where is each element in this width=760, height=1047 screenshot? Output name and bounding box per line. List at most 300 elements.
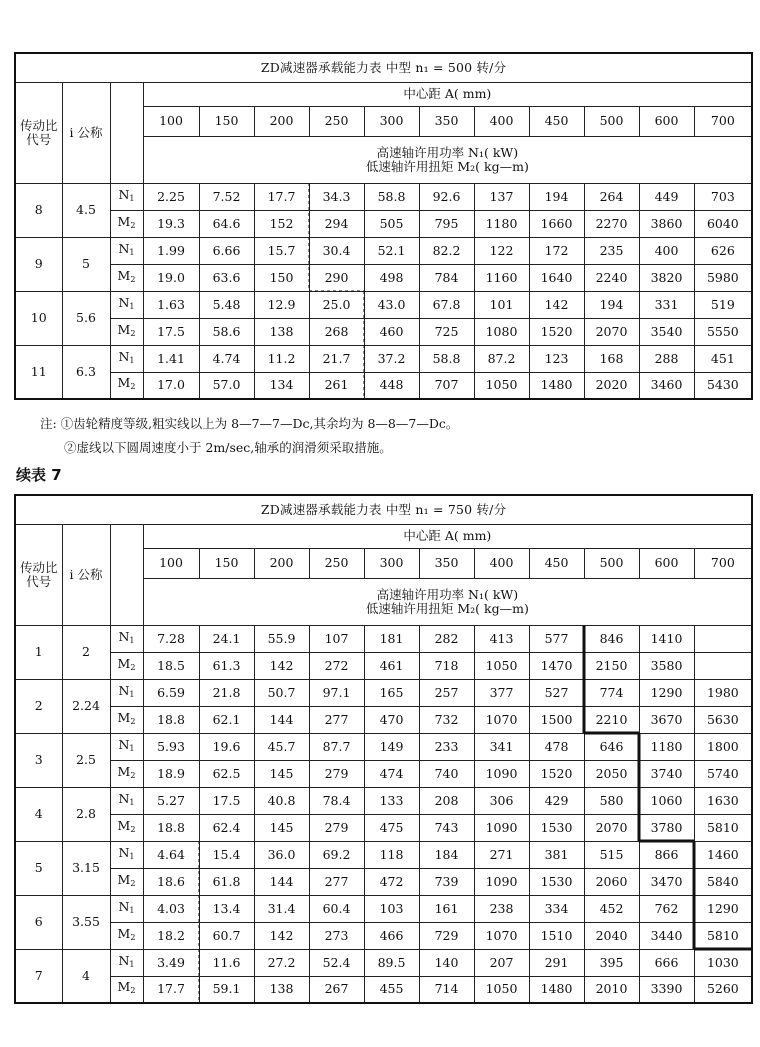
torque-value-cell: 725 xyxy=(419,318,474,345)
power-value-cell: 133 xyxy=(364,787,419,814)
distance-header-cell: 400 xyxy=(474,106,529,136)
torque-value-cell: 3440 xyxy=(639,922,694,949)
torque-value-cell: 1070 xyxy=(474,706,529,733)
torque-value-cell: 261 xyxy=(309,372,364,399)
power-value-cell: 1180 xyxy=(639,733,694,760)
power-value-cell: 142 xyxy=(529,291,584,318)
nominal-ratio-cell: 2.24 xyxy=(62,679,110,733)
power-value-cell: 306 xyxy=(474,787,529,814)
distance-header-cell: 150 xyxy=(199,548,254,578)
power-value-cell: 774 xyxy=(584,679,639,706)
power-value-cell: 140 xyxy=(419,949,474,976)
table-row xyxy=(15,976,752,1003)
power-value-cell: 5.93 xyxy=(143,733,199,760)
torque-symbol-cell: $M_2$ xyxy=(110,706,143,733)
power-value-cell: 413 xyxy=(474,625,529,652)
power-value-cell: 377 xyxy=(474,679,529,706)
torque-value-cell: 1090 xyxy=(474,814,529,841)
power-value-cell: 400 xyxy=(639,237,694,264)
torque-value-cell: 3580 xyxy=(639,652,694,679)
power-symbol-cell: $N_1$ xyxy=(110,679,143,706)
distance-header-cell: 250 xyxy=(309,106,364,136)
torque-value-cell: 18.5 xyxy=(143,652,199,679)
torque-value-cell: 290 xyxy=(309,264,364,291)
power-value-cell: 291 xyxy=(529,949,584,976)
power-value-cell: 118 xyxy=(364,841,419,868)
power-value-cell: 527 xyxy=(529,679,584,706)
torque-value-cell: 142 xyxy=(254,652,309,679)
capacity-table-750rpm xyxy=(14,494,753,1004)
torque-value-cell: 1050 xyxy=(474,652,529,679)
torque-value-cell: 3390 xyxy=(639,976,694,1003)
power-value-cell: 52.1 xyxy=(364,237,419,264)
nominal-ratio-header: i 公称 xyxy=(62,524,110,625)
table-row xyxy=(15,210,752,237)
continued-label: 续表 7 xyxy=(16,466,62,484)
torque-value-cell: 472 xyxy=(364,868,419,895)
torque-value-cell: 3470 xyxy=(639,868,694,895)
torque-symbol-cell: $M_2$ xyxy=(110,318,143,345)
torque-value-cell: 61.3 xyxy=(199,652,254,679)
power-symbol-cell: $N_1$ xyxy=(110,625,143,652)
power-value-cell: 580 xyxy=(584,787,639,814)
power-value-cell: 24.1 xyxy=(199,625,254,652)
ratio-code-cell: 3 xyxy=(15,733,62,787)
power-value-cell: 7.52 xyxy=(199,183,254,210)
ratio-code-header: 传动比代号 xyxy=(15,524,62,625)
torque-value-cell: 1070 xyxy=(474,922,529,949)
nominal-ratio-cell: 2 xyxy=(62,625,110,679)
torque-value-cell: 5630 xyxy=(694,706,752,733)
ratio-code-cell: 5 xyxy=(15,841,62,895)
torque-value-cell: 470 xyxy=(364,706,419,733)
distance-header-cell: 700 xyxy=(694,106,752,136)
nominal-ratio-cell: 4.5 xyxy=(62,183,110,237)
nominal-ratio-cell: 5.6 xyxy=(62,291,110,345)
torque-value-cell: 18.9 xyxy=(143,760,199,787)
power-value-cell: 17.5 xyxy=(199,787,254,814)
torque-value-cell: 279 xyxy=(309,760,364,787)
distance-header-cell: 200 xyxy=(254,548,309,578)
ratio-code-cell: 1 xyxy=(15,625,62,679)
torque-value-cell: 729 xyxy=(419,922,474,949)
power-value-cell: 17.7 xyxy=(254,183,309,210)
torque-value-cell: 2150 xyxy=(584,652,639,679)
ratio-code-cell: 7 xyxy=(15,949,62,1003)
power-symbol-cell: $N_1$ xyxy=(110,183,143,210)
torque-value-cell: 1660 xyxy=(529,210,584,237)
distance-header-cell: 300 xyxy=(364,106,419,136)
torque-value-cell: 144 xyxy=(254,868,309,895)
power-value-cell: 4.03 xyxy=(143,895,199,922)
table-row xyxy=(15,787,752,814)
torque-value-cell: 6040 xyxy=(694,210,752,237)
power-value-cell: 6.59 xyxy=(143,679,199,706)
power-value-cell: 87.7 xyxy=(309,733,364,760)
power-value-cell: 1800 xyxy=(694,733,752,760)
torque-value-cell: 267 xyxy=(309,976,364,1003)
power-value-cell: 45.7 xyxy=(254,733,309,760)
nominal-ratio-cell: 2.8 xyxy=(62,787,110,841)
distance-header-cell: 300 xyxy=(364,548,419,578)
ratio-code-cell: 4 xyxy=(15,787,62,841)
power-value-cell: 194 xyxy=(529,183,584,210)
torque-value-cell: 2010 xyxy=(584,976,639,1003)
torque-value-cell: 3780 xyxy=(639,814,694,841)
torque-value-cell: 3820 xyxy=(639,264,694,291)
blank-header xyxy=(110,82,143,183)
power-symbol-cell: $N_1$ xyxy=(110,949,143,976)
torque-value-cell: 134 xyxy=(254,372,309,399)
power-value-cell: 19.6 xyxy=(199,733,254,760)
power-value-cell: 257 xyxy=(419,679,474,706)
torque-value-cell: 707 xyxy=(419,372,474,399)
torque-value-cell: 273 xyxy=(309,922,364,949)
power-value-cell: 12.9 xyxy=(254,291,309,318)
torque-value-cell: 3460 xyxy=(639,372,694,399)
torque-label: 低速轴许用扭矩 M₂( kg—m) xyxy=(365,600,529,616)
torque-value-cell: 460 xyxy=(364,318,419,345)
torque-label: 低速轴许用扭矩 M₂( kg—m) xyxy=(365,158,529,174)
power-value-cell: 161 xyxy=(419,895,474,922)
table-row xyxy=(15,318,752,345)
torque-value-cell: 1160 xyxy=(474,264,529,291)
power-value-cell: 235 xyxy=(584,237,639,264)
power-torque-header xyxy=(143,136,752,183)
power-symbol-cell: $N_1$ xyxy=(110,841,143,868)
torque-value-cell: 732 xyxy=(419,706,474,733)
torque-value-cell: 18.6 xyxy=(143,868,199,895)
torque-value-cell: 145 xyxy=(254,814,309,841)
power-value-cell: 168 xyxy=(584,345,639,372)
power-value-cell: 5.48 xyxy=(199,291,254,318)
torque-value-cell: 57.0 xyxy=(199,372,254,399)
power-value-cell: 78.4 xyxy=(309,787,364,814)
torque-value-cell: 150 xyxy=(254,264,309,291)
table-title: ZD减速器承载能力表 中型 n₁ = 750 转/分 xyxy=(15,495,752,524)
torque-value-cell: 795 xyxy=(419,210,474,237)
torque-value-cell: 18.8 xyxy=(143,706,199,733)
power-symbol-cell: $N_1$ xyxy=(110,237,143,264)
table-body xyxy=(15,625,752,1003)
power-value-cell: 137 xyxy=(474,183,529,210)
torque-value-cell: 5740 xyxy=(694,760,752,787)
torque-value-cell: 1050 xyxy=(474,976,529,1003)
ratio-code-cell: 8 xyxy=(15,183,62,237)
distance-header-cell: 450 xyxy=(529,106,584,136)
power-label: 高速轴许用功率 N₁( kW) xyxy=(376,144,519,160)
distance-header-cell: 100 xyxy=(143,106,199,136)
power-value-cell: 1980 xyxy=(694,679,752,706)
table-row xyxy=(15,652,752,679)
nominal-ratio-cell: 3.55 xyxy=(62,895,110,949)
torque-value-cell: 17.7 xyxy=(143,976,199,1003)
torque-value-cell: 1090 xyxy=(474,868,529,895)
power-value-cell: 69.2 xyxy=(309,841,364,868)
power-value-cell: 101 xyxy=(474,291,529,318)
power-value-cell: 149 xyxy=(364,733,419,760)
torque-symbol-cell: $M_2$ xyxy=(110,976,143,1003)
torque-value-cell: 62.4 xyxy=(199,814,254,841)
table-row xyxy=(15,372,752,399)
table-row xyxy=(15,679,752,706)
power-value-cell: 103 xyxy=(364,895,419,922)
power-value-cell: 762 xyxy=(639,895,694,922)
power-label: 高速轴许用功率 N₁( kW) xyxy=(376,586,519,602)
power-value-cell: 1.99 xyxy=(143,237,199,264)
ratio-code-cell: 6 xyxy=(15,895,62,949)
torque-value-cell: 145 xyxy=(254,760,309,787)
nominal-ratio-cell: 4 xyxy=(62,949,110,1003)
power-value-cell: 15.7 xyxy=(254,237,309,264)
torque-value-cell: 1640 xyxy=(529,264,584,291)
distance-header-cell: 350 xyxy=(419,106,474,136)
torque-symbol-cell: $M_2$ xyxy=(110,372,143,399)
center-distance-header: 中心距 A( mm) xyxy=(143,524,752,548)
power-value-cell: 31.4 xyxy=(254,895,309,922)
power-value-cell: 58.8 xyxy=(364,183,419,210)
power-value-cell: 1.41 xyxy=(143,345,199,372)
power-value-cell: 4.74 xyxy=(199,345,254,372)
torque-value-cell: 3860 xyxy=(639,210,694,237)
ratio-code-cell: 9 xyxy=(15,237,62,291)
torque-value-cell: 2020 xyxy=(584,372,639,399)
power-value-cell: 92.6 xyxy=(419,183,474,210)
torque-value-cell: 1470 xyxy=(529,652,584,679)
center-distance-header: 中心距 A( mm) xyxy=(143,82,752,106)
power-value-cell: 172 xyxy=(529,237,584,264)
power-value-cell: 37.2 xyxy=(364,345,419,372)
torque-value-cell: 5810 xyxy=(694,922,752,949)
torque-value-cell: 61.8 xyxy=(199,868,254,895)
nominal-ratio-cell: 3.15 xyxy=(62,841,110,895)
power-value-cell: 331 xyxy=(639,291,694,318)
torque-value-cell: 63.6 xyxy=(199,264,254,291)
torque-value-cell: 1530 xyxy=(529,868,584,895)
torque-value-cell: 144 xyxy=(254,706,309,733)
torque-value-cell: 718 xyxy=(419,652,474,679)
power-value-cell: 67.8 xyxy=(419,291,474,318)
power-value-cell: 238 xyxy=(474,895,529,922)
torque-value-cell: 448 xyxy=(364,372,419,399)
torque-value-cell: 17.0 xyxy=(143,372,199,399)
torque-value-cell: 475 xyxy=(364,814,419,841)
torque-value-cell: 2040 xyxy=(584,922,639,949)
table-row xyxy=(15,625,752,652)
torque-value-cell xyxy=(694,652,752,679)
torque-value-cell: 1050 xyxy=(474,372,529,399)
power-value-cell: 21.7 xyxy=(309,345,364,372)
power-value-cell: 107 xyxy=(309,625,364,652)
distance-header-cell: 500 xyxy=(584,548,639,578)
power-symbol-cell: $N_1$ xyxy=(110,291,143,318)
power-value-cell: 58.8 xyxy=(419,345,474,372)
distance-header-cell: 450 xyxy=(529,548,584,578)
table-row xyxy=(15,237,752,264)
power-value-cell: 288 xyxy=(639,345,694,372)
torque-value-cell: 1180 xyxy=(474,210,529,237)
power-value-cell: 208 xyxy=(419,787,474,814)
torque-value-cell: 740 xyxy=(419,760,474,787)
torque-value-cell: 5430 xyxy=(694,372,752,399)
power-value-cell: 334 xyxy=(529,895,584,922)
torque-value-cell: 138 xyxy=(254,318,309,345)
power-value-cell: 846 xyxy=(584,625,639,652)
torque-value-cell: 152 xyxy=(254,210,309,237)
torque-value-cell: 294 xyxy=(309,210,364,237)
power-value-cell: 52.4 xyxy=(309,949,364,976)
torque-value-cell: 2050 xyxy=(584,760,639,787)
power-symbol-cell: $N_1$ xyxy=(110,895,143,922)
power-value-cell: 6.66 xyxy=(199,237,254,264)
table-title: ZD减速器承载能力表 中型 n₁ = 500 转/分 xyxy=(15,53,752,82)
power-value-cell: 452 xyxy=(584,895,639,922)
torque-symbol-cell: $M_2$ xyxy=(110,868,143,895)
table-row xyxy=(15,814,752,841)
torque-value-cell: 1510 xyxy=(529,922,584,949)
torque-value-cell: 60.7 xyxy=(199,922,254,949)
power-value-cell: 34.3 xyxy=(309,183,364,210)
torque-value-cell: 461 xyxy=(364,652,419,679)
torque-value-cell: 1520 xyxy=(529,318,584,345)
power-value-cell: 25.0 xyxy=(309,291,364,318)
torque-value-cell: 1480 xyxy=(529,372,584,399)
torque-symbol-cell: $M_2$ xyxy=(110,922,143,949)
torque-value-cell: 743 xyxy=(419,814,474,841)
torque-value-cell: 268 xyxy=(309,318,364,345)
torque-value-cell: 19.3 xyxy=(143,210,199,237)
torque-value-cell: 17.5 xyxy=(143,318,199,345)
torque-symbol-cell: $M_2$ xyxy=(110,652,143,679)
torque-value-cell: 277 xyxy=(309,706,364,733)
power-value-cell: 122 xyxy=(474,237,529,264)
torque-symbol-cell: $M_2$ xyxy=(110,814,143,841)
torque-value-cell: 714 xyxy=(419,976,474,1003)
power-value-cell: 4.64 xyxy=(143,841,199,868)
torque-value-cell: 279 xyxy=(309,814,364,841)
power-value-cell: 60.4 xyxy=(309,895,364,922)
torque-value-cell: 784 xyxy=(419,264,474,291)
torque-value-cell: 272 xyxy=(309,652,364,679)
torque-value-cell: 62.1 xyxy=(199,706,254,733)
power-value-cell: 11.2 xyxy=(254,345,309,372)
power-value-cell: 181 xyxy=(364,625,419,652)
power-value-cell: 15.4 xyxy=(199,841,254,868)
torque-value-cell: 5840 xyxy=(694,868,752,895)
torque-value-cell: 2070 xyxy=(584,318,639,345)
power-value-cell: 1060 xyxy=(639,787,694,814)
ratio-code-header: 传动比代号 xyxy=(15,82,62,183)
torque-value-cell: 1500 xyxy=(529,706,584,733)
torque-value-cell: 59.1 xyxy=(199,976,254,1003)
torque-value-cell: 1530 xyxy=(529,814,584,841)
distance-header-cell: 350 xyxy=(419,548,474,578)
power-value-cell: 478 xyxy=(529,733,584,760)
torque-value-cell: 498 xyxy=(364,264,419,291)
torque-value-cell: 739 xyxy=(419,868,474,895)
power-value-cell: 165 xyxy=(364,679,419,706)
capacity-table-500rpm xyxy=(14,52,753,400)
torque-value-cell: 1480 xyxy=(529,976,584,1003)
torque-value-cell: 2070 xyxy=(584,814,639,841)
distance-header-cell: 400 xyxy=(474,548,529,578)
torque-value-cell: 2240 xyxy=(584,264,639,291)
power-value-cell: 519 xyxy=(694,291,752,318)
table-row xyxy=(15,895,752,922)
power-value-cell: 87.2 xyxy=(474,345,529,372)
power-value-cell: 282 xyxy=(419,625,474,652)
power-value-cell: 21.8 xyxy=(199,679,254,706)
distance-header-cell: 150 xyxy=(199,106,254,136)
table-row xyxy=(15,345,752,372)
distance-header-cell: 700 xyxy=(694,548,752,578)
power-value-cell: 82.2 xyxy=(419,237,474,264)
power-value-cell: 11.6 xyxy=(199,949,254,976)
torque-value-cell: 2270 xyxy=(584,210,639,237)
power-value-cell: 40.8 xyxy=(254,787,309,814)
torque-symbol-cell: $M_2$ xyxy=(110,210,143,237)
power-value-cell: 264 xyxy=(584,183,639,210)
torque-value-cell: 5810 xyxy=(694,814,752,841)
table-row xyxy=(15,291,752,318)
power-value-cell: 1290 xyxy=(639,679,694,706)
nominal-ratio-cell: 6.3 xyxy=(62,345,110,399)
power-value-cell: 3.49 xyxy=(143,949,199,976)
torque-value-cell: 277 xyxy=(309,868,364,895)
power-torque-header xyxy=(143,578,752,625)
power-value-cell: 30.4 xyxy=(309,237,364,264)
ratio-code-cell: 2 xyxy=(15,679,62,733)
nominal-ratio-cell: 2.5 xyxy=(62,733,110,787)
table-row xyxy=(15,264,752,291)
torque-value-cell: 18.8 xyxy=(143,814,199,841)
power-value-cell: 89.5 xyxy=(364,949,419,976)
power-value-cell: 36.0 xyxy=(254,841,309,868)
table-row xyxy=(15,706,752,733)
torque-value-cell: 64.6 xyxy=(199,210,254,237)
power-value-cell: 50.7 xyxy=(254,679,309,706)
blank-header xyxy=(110,524,143,625)
torque-value-cell: 3540 xyxy=(639,318,694,345)
power-value-cell: 5.27 xyxy=(143,787,199,814)
power-value-cell: 341 xyxy=(474,733,529,760)
torque-value-cell: 3740 xyxy=(639,760,694,787)
note-2: ②虚线以下圆周速度小于 2m/sec,轴承的润滑须采取措施。 xyxy=(64,440,392,455)
torque-value-cell: 1090 xyxy=(474,760,529,787)
power-value-cell: 207 xyxy=(474,949,529,976)
torque-symbol-cell: $M_2$ xyxy=(110,264,143,291)
table-row xyxy=(15,733,752,760)
torque-value-cell: 18.2 xyxy=(143,922,199,949)
table-body xyxy=(15,183,752,399)
power-value-cell: 666 xyxy=(639,949,694,976)
ratio-code-cell: 11 xyxy=(15,345,62,399)
distance-header-cell: 100 xyxy=(143,548,199,578)
power-value-cell: 395 xyxy=(584,949,639,976)
power-value-cell: 1030 xyxy=(694,949,752,976)
power-value-cell: 13.4 xyxy=(199,895,254,922)
power-symbol-cell: $N_1$ xyxy=(110,733,143,760)
torque-value-cell: 138 xyxy=(254,976,309,1003)
power-symbol-cell: $N_1$ xyxy=(110,787,143,814)
distance-header-cell: 200 xyxy=(254,106,309,136)
torque-value-cell: 3670 xyxy=(639,706,694,733)
power-value-cell xyxy=(694,625,752,652)
power-value-cell: 1410 xyxy=(639,625,694,652)
power-value-cell: 646 xyxy=(584,733,639,760)
power-value-cell: 7.28 xyxy=(143,625,199,652)
torque-value-cell: 58.6 xyxy=(199,318,254,345)
